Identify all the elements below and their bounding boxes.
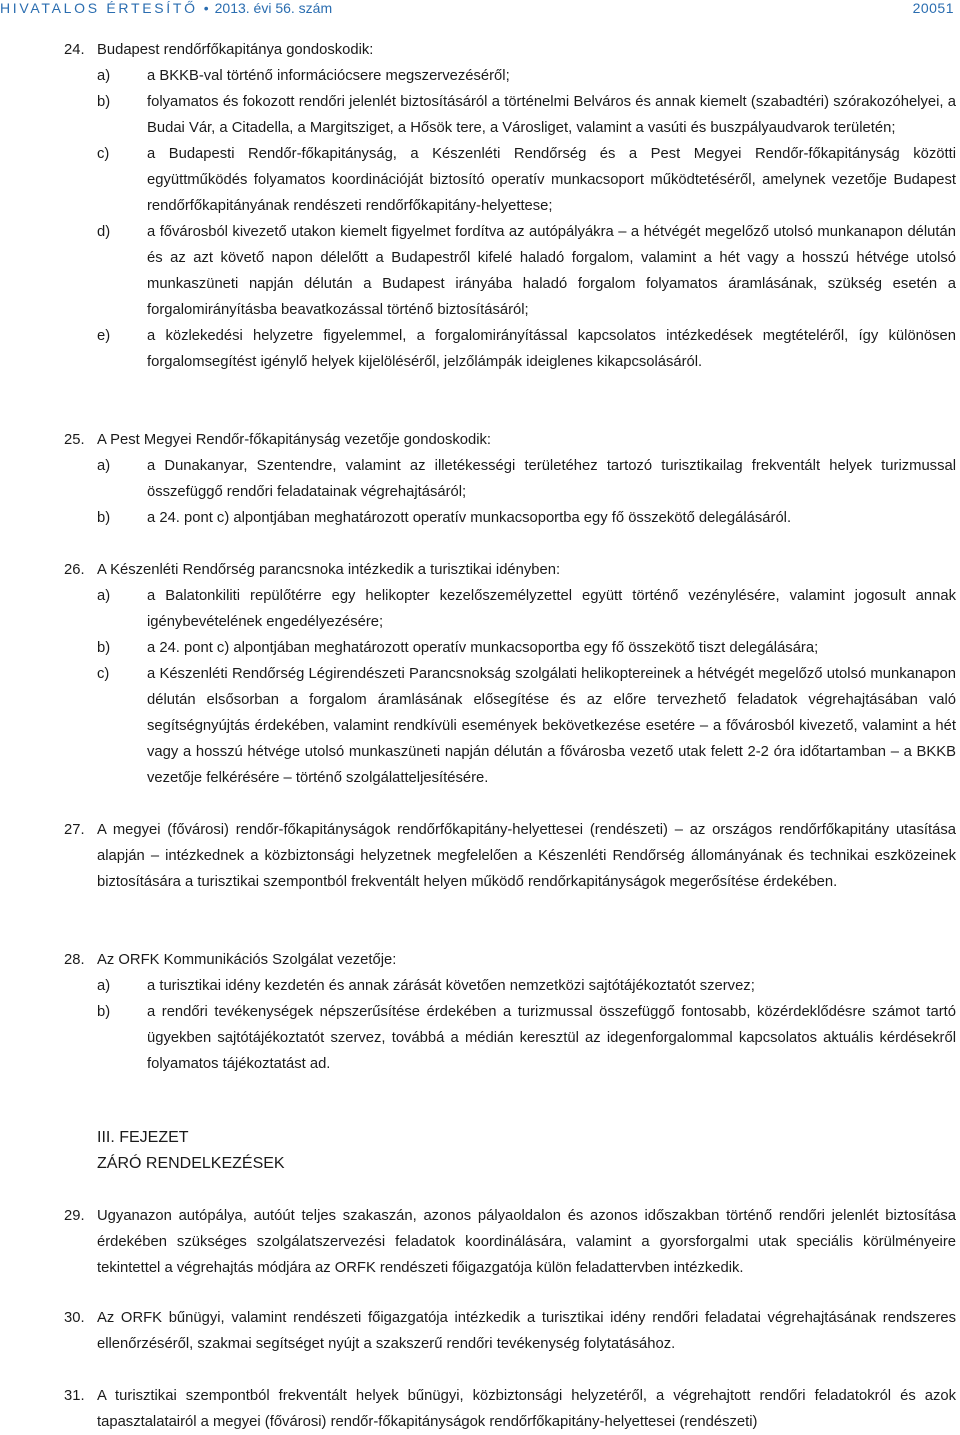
section-29 bbox=[0, 1203, 960, 1281]
section-intro-text: Az ORFK Kommunikációs Szolgálat vezetője: bbox=[97, 952, 397, 968]
section-25 bbox=[0, 427, 960, 531]
section-intro-text: A Készenléti Rendőrség parancsnoka intézkedik a turisztikai idényben: bbox=[97, 562, 561, 578]
section-intro-text: Budapest rendőrfőkapitánya gondoskodik: bbox=[97, 42, 374, 58]
section-24-item-d bbox=[0, 219, 960, 323]
item-letter: a) bbox=[97, 68, 111, 84]
item-letter: b) bbox=[97, 640, 111, 656]
section-number: 31. bbox=[64, 1388, 85, 1404]
item-text: folyamatos és fokozott rendőri jelenlét biztosításáról a történelmi Belváros és annak kiemelt (szabadtéri) szórakozóhelyei, a Budai Vár, a Citadella, a Margitsziget, a Hősök tere, a Városliget, valamint a vasúti és buszpályaudvarok területén; bbox=[147, 94, 956, 136]
section-31-paragraph bbox=[0, 1383, 960, 1435]
item-letter: c) bbox=[97, 146, 110, 162]
section-24-item-e bbox=[0, 323, 960, 375]
item-text: a BKKB-val történő információcsere megszervezéséről; bbox=[147, 68, 510, 84]
section-number: 26. bbox=[64, 562, 85, 578]
section-28 bbox=[0, 947, 960, 1077]
section-text: Az ORFK bűnügyi, valamint rendészeti főigazgatója intézkedik a turisztikai idény rendőri feladatai végrehajtásának rendszeres ellenőrzéséről, szakmai segítséget nyújt a szakszerű rendőri tevékenység folytatásához. bbox=[97, 1310, 956, 1352]
section-31 bbox=[0, 1383, 960, 1435]
item-text: a Dunakanyar, Szentendre, valamint az illetékességi területéhez tartozó turisztikailag frekventált helyek turizmussal összefüggő rendőri feladatainak végrehajtásáról; bbox=[147, 458, 956, 500]
section-number: 27. bbox=[64, 822, 85, 838]
section-30 bbox=[0, 1305, 960, 1357]
section-number: 29. bbox=[64, 1208, 85, 1224]
item-text: a rendőri tevékenységek népszerűsítése érdekében a turizmussal összefüggő fontosabb, közérdeklődésre számot tartó ügyekben sajtótájékoztatót szervez, továbbá a médián keresztül az idegenforgalommal kapcsolatos aktuális kérdésekről folyamatos tájékoztatást ad. bbox=[147, 1004, 956, 1072]
journal-running-title bbox=[0, 0, 332, 16]
section-26-item-a bbox=[0, 583, 960, 635]
section-intro-text: A Pest Megyei Rendőr-főkapitányság vezetője gondoskodik: bbox=[97, 432, 491, 448]
page-number: 20051 bbox=[912, 0, 954, 16]
item-text: a fővárosból kivezető utakon kiemelt figyelmet fordítva az autópályákra – a hétvégét megelőző utolsó munkanapon délután és az azt követő napon délelőtt a Budapestről kifelé haladó forgalom, valamint a hét vagy a hosszú hétvége utolsó munkaszüneti napján délután a Budapest irányába haladó forgalom folyamatos áramlásának, szükség esetén a forgalomirányításba beavatkozással történő biztosításáról; bbox=[147, 224, 956, 318]
item-letter: e) bbox=[97, 328, 111, 344]
section-text: A turisztikai szempontból frekventált helyek bűnügyi, közbiztonsági helyzetéről, a végrehajtott rendőri feladatokról és azok tapasztalatairól a megyei (fővárosi) rendőr-főkapitányságok rendőrfőkapitány-helyettesei (rendészeti) bbox=[97, 1388, 956, 1430]
section-26 bbox=[0, 557, 960, 791]
section-28-item-b bbox=[0, 999, 960, 1077]
item-text: a 24. pont c) alpontjában meghatározott operatív munkacsoportba egy fő összekötő tiszt delegálására; bbox=[147, 640, 819, 656]
section-26-item-c bbox=[0, 661, 960, 791]
section-30-paragraph bbox=[0, 1305, 960, 1357]
section-number: 25. bbox=[64, 432, 85, 448]
section-25-intro bbox=[0, 427, 960, 453]
section-text: Ugyanazon autópálya, autóút teljes szakaszán, azonos pályaoldalon és azonos időszakban történő rendőri jelenlét biztosítása érdekében szükséges szolgálatszervezési feladatok koordinálására, valamint a gyorsforgalmi utak speciális körülményeire tekintettel a végrehajtás módjára az ORFK rendészeti főigazgatója külön feladattervben intézkedik. bbox=[97, 1208, 956, 1276]
section-number: 24. bbox=[64, 42, 85, 58]
section-text: A megyei (fővárosi) rendőr-főkapitányságok rendőrfőkapitány-helyettesei (rendészeti) – az országos rendőrfőkapitány utasítása alapján – intézkednek a közbiztonsági helyzetnek megfelelően a Készenléti Rendőrség állományának és technikai eszközeinek biztosítására a turisztikai szempontból frekventált helyen működő rendőrkapitányságok megerősítése érdekében. bbox=[97, 822, 956, 890]
item-text: a 24. pont c) alpontjában meghatározott operatív munkacsoportba egy fő összekötő delegálásáról. bbox=[147, 510, 792, 526]
section-24 bbox=[0, 37, 960, 375]
item-letter: b) bbox=[97, 510, 111, 526]
section-29-paragraph bbox=[0, 1203, 960, 1281]
item-letter: a) bbox=[97, 978, 111, 994]
section-28-intro bbox=[0, 947, 960, 973]
section-24-item-a bbox=[0, 63, 960, 89]
section-27 bbox=[0, 817, 960, 895]
item-text: a Budapesti Rendőr-főkapitányság, a Készenléti Rendőrség és a Pest Megyei Rendőr-főkapitányság közötti együttműködés folyamatos koordinációját biztosító operatív munkacsoport működtetéséről, amelynek vezetője Budapest rendőrfőkapitányának rendészeti rendőrfőkapitány-helyettese; bbox=[147, 146, 956, 214]
item-letter: a) bbox=[97, 588, 111, 604]
section-24-item-c bbox=[0, 141, 960, 219]
journal-name: HIVATALOS ÉRTESÍTŐ bbox=[0, 0, 198, 16]
header-bullet: • bbox=[203, 0, 209, 16]
item-text: a Készenléti Rendőrség Légirendészeti Parancsnokság szolgálati helikoptereinek a hétvégét megelőző utolsó munkanapon délután elsősorban a forgalom áramlásának elősegítése és az előre tervezhető feladatok végrehajtásában való segítségnyújtás érdekében, valamint rendkívüli események bekövetkezése esetére – a fővárosból kivezető, valamint a hét vagy a hosszú hétvége utolsó munkaszüneti napján délután a fővárosba vezető utak felett 2-2 óra időtartamban – a BKKB vezetője felkérésére – történő szolgálatteljesítésére. bbox=[147, 666, 956, 786]
section-25-item-a bbox=[0, 453, 960, 505]
section-28-item-a bbox=[0, 973, 960, 999]
section-24-item-b bbox=[0, 89, 960, 141]
item-text: a közlekedési helyzetre figyelemmel, a forgalomirányítással kapcsolatos intézkedések megtételéről, így különösen forgalomsegítést igénylő helyek kijelöléséről, jelzőlámpák ideiglenes kikapcsolásáról. bbox=[147, 328, 956, 370]
chapter-heading bbox=[97, 1125, 285, 1177]
section-26-item-b bbox=[0, 635, 960, 661]
item-text: a turisztikai idény kezdetén és annak zárását követően nemzetközi sajtótájékoztatót szervez; bbox=[147, 978, 755, 994]
item-letter: b) bbox=[97, 94, 111, 110]
section-number: 30. bbox=[64, 1310, 85, 1326]
section-26-intro bbox=[0, 557, 960, 583]
item-text: a Balatonkiliti repülőtérre egy helikopter kezelőszemélyzettel együtt történő vezénylésére, valamint jogosult annak igénybevételének engedélyezésére; bbox=[147, 588, 956, 630]
issue-label: 2013. évi 56. szám bbox=[214, 0, 333, 16]
chapter-number: III. FEJEZET bbox=[97, 1129, 189, 1146]
section-25-item-b bbox=[0, 505, 960, 531]
page-header bbox=[0, 0, 960, 24]
section-27-paragraph bbox=[0, 817, 960, 895]
section-number: 28. bbox=[64, 952, 85, 968]
item-letter: b) bbox=[97, 1004, 111, 1020]
item-letter: c) bbox=[97, 666, 110, 682]
chapter-title: ZÁRÓ RENDELKEZÉSEK bbox=[97, 1155, 285, 1172]
item-letter: d) bbox=[97, 224, 111, 240]
section-24-intro bbox=[0, 37, 960, 63]
item-letter: a) bbox=[97, 458, 111, 474]
